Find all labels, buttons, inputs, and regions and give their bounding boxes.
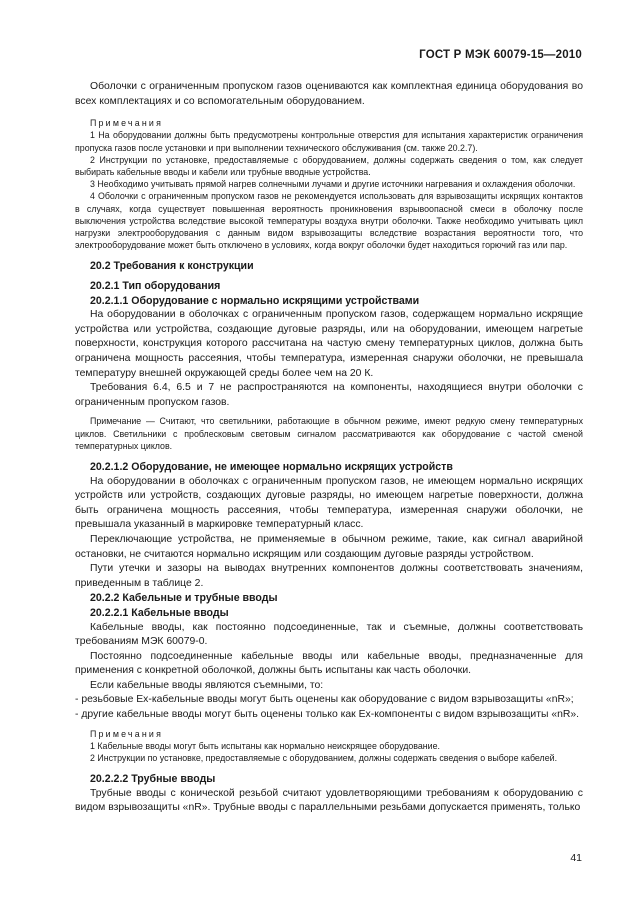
note-item: 4 Оболочки с ограниченным пропуском газов не рекомендуется использовать для взрывозащиты искрящих контактов в случаях, когда существует повышенная вероятность проникновения взрывоопасной смеси в оболочку после выключения устройства вследствие высокой температуры воздуха внутри оболочки. Также необходимо учитывать цикл нагрузки электрооборудования с данным видом взрывозащиты вследствие возрастания вероятности того, что электрооборудование может быть отключено в условиях, когда вокруг оболочки будет находиться горючий газ или пар. bbox=[75, 191, 583, 251]
paragraph: Требования 6.4, 6.5 и 7 не распространяются на компоненты, находящиеся внутри оболочки с ограниченным пропуском газов. bbox=[75, 382, 583, 408]
document-header-id: ГОСТ Р МЭК 60079-15—2010 bbox=[419, 49, 582, 61]
paragraph: На оборудовании в оболочках с ограниченным пропуском газов, не имеющем нормально искрящих устройств или устройств, создающих дуговые разряды, но имеющем нагретые поверхности, должна быть ограничена мощность рассеяния, чтобы температура, измеренная снаружи оболочки, не превышала указанный в маркировке температурный класс. bbox=[75, 475, 583, 531]
notes-heading: Примечания bbox=[90, 118, 164, 129]
subsection-heading: 20.2.1.2 Оборудование, не имеющее нормально искрящих устройств bbox=[90, 460, 453, 473]
note-item: 2 Инструкции по установке, предоставляемые с оборудованием, должны содержать сведения о выборе кабелей. bbox=[90, 753, 558, 764]
paragraph: На оборудовании в оболочках с ограниченным пропуском газов, содержащем нормально искрящие устройства или устройства, создающие дуговые разряды, или на оборудовании, имеющем нагретые поверхности, конструкция которого рассчитана на частую смену температурных циклов, должна быть ограничена мощность рассеяния, чтобы температура, измеренная снаружи оболочки, не превышала температуру внешней окружающей среды более чем на 20 К. bbox=[75, 309, 583, 379]
section-heading: 20.2 Требования к конструкции bbox=[90, 260, 254, 273]
page-number: 41 bbox=[570, 852, 582, 864]
note-item: 3 Необходимо учитывать прямой нагрев солнечными лучами и другие источники нагревания и охлаждения оболочки. bbox=[90, 179, 576, 190]
paragraph: Трубные вводы с конической резьбой считают удовлетворяющими требованиям к оборудованию с видом взрывозащиты «nR». Трубные вводы с параллельными резьбами допускается применять, только bbox=[75, 787, 583, 814]
paragraph: Если кабельные вводы являются съемными, то: bbox=[90, 679, 324, 691]
subsection-heading: 20.2.1.1 Оборудование с нормально искрящими устройствами bbox=[90, 294, 420, 307]
paragraph: Пути утечки и зазоры на выводах внутренних компонентов должны соответствовать значениям, приведенным в таблице 2. bbox=[75, 563, 583, 589]
subsection-heading: 20.2.2.1 Кабельные вводы bbox=[90, 606, 229, 619]
subsection-heading: 20.2.2.2 Трубные вводы bbox=[90, 773, 216, 786]
paragraph: Кабельные вводы, как постоянно подсоединенные, так и съемные, должны соответствовать требованиям МЭК 60079-0. bbox=[75, 621, 583, 648]
note-item: 2 Инструкции по установке, предоставляемые с оборудованием, должны содержать сведения о том, как следует выбирать кабельные вводы и кабели или трубные вводные устройства. bbox=[75, 154, 583, 177]
subsection-heading: 20.2.2 Кабельные и трубные вводы bbox=[90, 592, 278, 605]
list-item: - резьбовые Ex-кабельные вводы могут быть оценены как оборудование с видом взрывозащиты «nR»; bbox=[75, 694, 574, 706]
paragraph: Переключающие устройства, не применяемые в обычном режиме, такие, как сигнал аварийной остановки, не считаются нормально искрящим или создающим дуговые разряды устройством. bbox=[75, 533, 583, 560]
note-item: 1 На оборудовании должны быть предусмотрены контрольные отверстия для испытания характеристик ограничения пропуска газов после установки и при выполнении технического обслуживания (см. также 20.2.7). bbox=[75, 130, 583, 153]
subsection-heading: 20.2.1 Тип оборудования bbox=[90, 280, 221, 293]
paragraph: Постоянно подсоединенные кабельные вводы или кабельные вводы, предназначенные для применения с конкретной оболочкой, должны быть испытаны как часть оболочки. bbox=[75, 650, 583, 677]
page-body bbox=[75, 80, 583, 816]
note: Примечание — Считают, что светильники, работающие в обычном режиме, имеют редкую смену температурных циклов. Светильники с проблесковым световым сигналом рассматриваются как оборудование с частой сменой температурных циклов. bbox=[75, 416, 583, 451]
paragraph: Оболочки с ограниченным пропуском газов оцениваются как комплектная единица оборудования во всех комплектациях и со вспомогательным оборудованием. bbox=[75, 81, 583, 107]
note-item: 1 Кабельные вводы могут быть испытаны как нормально неискрящее оборудование. bbox=[90, 740, 440, 751]
notes-heading: Примечания bbox=[90, 728, 164, 739]
list-item: - другие кабельные вводы могут быть оценены только как Ex-компоненты с видом взрывозащиты «nR». bbox=[75, 709, 580, 721]
